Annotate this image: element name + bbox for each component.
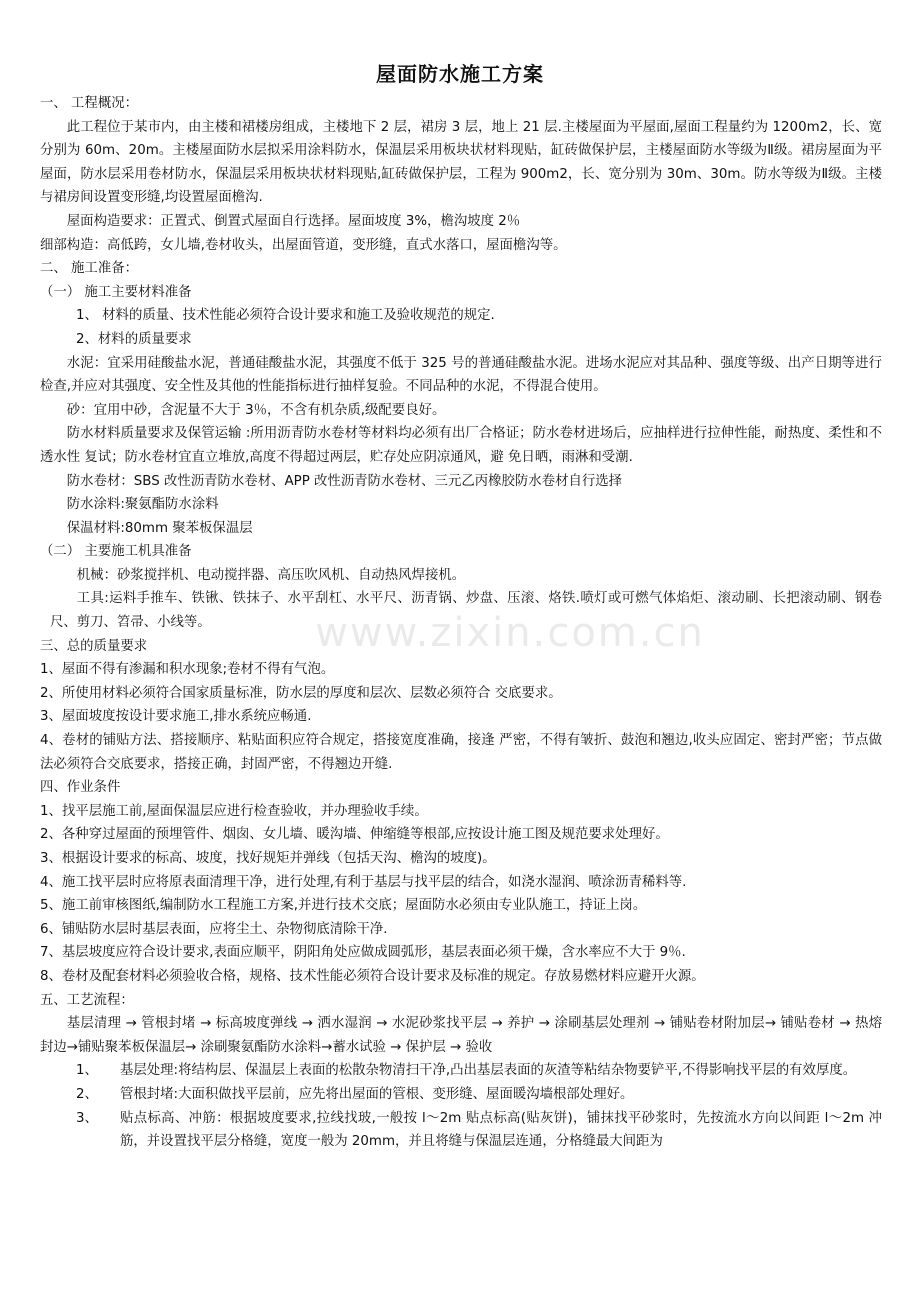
paragraph-overview: 此工程位于某市内，由主楼和裙楼房组成，主楼地下 2 层，裙房 3 层，地上 21 层.主楼屋面为平屋面,屋面工程量约为 1200m2，长、宽分别为 60m、20m。主楼屋面防水层拟采用涂料防水，保温层采用板块状材料现贴，缸砖做保护层，主楼屋面防水等级为Ⅱ级。裙房屋面为平屋面，防水层采用卷材防水，保温层采用板块状材料现贴,缸砖做保护层，工程为 900m2，长、宽分别为 30m、30m。防水等级为Ⅱ级。主楼与裙房间设置变形缝,均设置屋面檐沟.	[40, 119, 882, 206]
section-heading-process: 五、工艺流程：	[40, 992, 134, 1008]
paragraph-insulation: 保温材料:80mm 聚苯板保温层	[66, 520, 253, 536]
paragraph-sand: 砂：宜用中砂，含泥量不大于 3％，不含有机杂质,级配要良好。	[66, 402, 446, 418]
section-heading-conditions: 四、作业条件	[40, 780, 121, 796]
process-step	[40, 1059, 882, 1083]
subsection-heading-tools: （二） 主要施工机具准备	[40, 544, 192, 560]
list-item-condition-5: 5、施工前审核图纸,编制防水工程施工方案,并进行技术交底；屋面防水必须由专业队施工，持证上岗。	[40, 898, 647, 914]
step-number: 1、	[76, 1063, 98, 1079]
list-item-quality-4: 4、卷材的铺贴方法、搭接顺序、粘贴面积应符合规定，搭接宽度准确，接逢 严密，不得有皱折、鼓泡和翘边,收头应固定、密封严密；节点做法必须符合交底要求，搭接正确，封固严密，不得翘边开缝.	[40, 733, 882, 772]
paragraph-roof-requirements: 屋面构造要求：正置式、倒置式屋面自行选择。屋面坡度 3%，檐沟坡度 2％	[66, 213, 521, 229]
paragraph-coating: 防水涂料:聚氨酯防水涂料	[66, 497, 219, 513]
list-item-quality-1: 1、屋面不得有渗漏和积水现象;卷材不得有气泡。	[40, 662, 335, 678]
step-text: 贴点标高、冲筋：根据坡度要求,拉线找玻,一般按 l～2m 贴点标高(贴灰饼)，铺抹找平砂浆时，先按流水方向以间距 l～2m 冲筋，并设置找平层分格缝，宽度一般为 20mm，并且将缝与保温层连通，分格缝最大间距为	[120, 1110, 882, 1150]
subsection-heading-materials: （一） 施工主要材料准备	[40, 284, 192, 300]
process-step	[40, 1083, 882, 1107]
step-text: 基层处理:将结构层、保温层上表面的松散杂物清扫干净,凸出基层表面的灰渣等粘结杂物要铲平,不得影响找平层的有效厚度。	[120, 1063, 857, 1079]
list-item-material-1: 1、 材料的质量、技术性能必须符合设计要求和施工及验收规范的规定.	[76, 308, 495, 324]
paragraph-machinery: 机械：砂浆搅拌机、电动搅拌器、高压吹风机、自动热风焊接机。	[76, 567, 466, 583]
list-item-condition-2: 2、各种穿过屋面的预埋管件、烟囱、女儿墙、暖沟墙、伸缩缝等根部,应按设计施工图及规范要求处理好。	[40, 827, 669, 843]
page-title: 屋面防水施工方案	[376, 62, 544, 86]
list-item-condition-1: 1、找平层施工前,屋面保温层应进行检查验收，并办理验收手续。	[40, 803, 428, 819]
step-text: 管根封堵:大面积做找平层前，应先将出屋面的管根、变形缝、屋面暖沟墙根部处理好。	[120, 1086, 634, 1102]
watermark: www.zixin.com.cn	[315, 610, 705, 656]
list-item-condition-7: 7、基层坡度应符合设计要求,表面应顺平，阴阳角处应做成圆弧形，基层表面必须干燥，含水率应不大于 9％.	[40, 945, 686, 961]
section-heading-quality: 三、总的质量要求	[40, 638, 148, 654]
document-body	[40, 92, 882, 1154]
section-heading-preparation: 二、 施工准备：	[40, 261, 138, 277]
process-step	[40, 1107, 882, 1154]
list-item-condition-6: 6、铺贴防水层时基层表面，应将尘土、杂物彻底清除干净.	[40, 921, 388, 937]
list-item-condition-4: 4、施工找平层时应将原表面清理干净，进行处理,有利于基层与找平层的结合，如浇水湿润、喷涂沥青稀料等.	[40, 874, 687, 890]
paragraph-tools: 工具:运料手推车、铁锹、铁抹子、水平刮杠、水平尺、沥青锅、炒盘、压滚、烙铁.喷灯或可燃气体焰炬、滚动刷、长把滚动刷、钢卷尺、剪刀、笤帚、小线等。	[50, 591, 882, 631]
paragraph-cement: 水泥：宜采用硅酸盐水泥，普通硅酸盐水泥，其强度不低于 325 号的普通硅酸盐水泥。进场水泥应对其品种、强度等级、出产日期等进行检查,并应对其强度、安全性及其他的性能指标进行抽样复验。不同品种的水泥，不得混合使用。	[40, 355, 882, 395]
paragraph-detail-structure: 细部构造：高低跨，女儿墙,卷材收头，出屋面管道，变形缝，直式水落口，屋面檐沟等。	[40, 237, 567, 253]
section-heading-overview: 一、 工程概况：	[40, 96, 138, 111]
step-number: 3、	[76, 1110, 98, 1126]
list-item-quality-3: 3、屋面坡度按设计要求施工,排水系统应畅通.	[40, 709, 312, 725]
list-item-condition-3: 3、根据设计要求的标高、坡度，找好规矩并弹线（包括天沟、檐沟的坡度)。	[40, 851, 496, 866]
paragraph-waterproof-material: 防水材料质量要求及保管运输 :所用沥青防水卷材等材料均必须有出厂合格证；防水卷材进场后，应抽样进行拉伸性能，耐热度、柔性和不透水性 复试；防水卷材宜直立堆放,高度不得超过两层，贮存处应阴凉通风，避 免日晒，雨淋和受潮.	[40, 426, 882, 465]
list-item-material-2: 2、材料的质量要求	[76, 331, 192, 347]
paragraph-process-flow: 基层清理 → 管根封堵 → 标高坡度弹线 → 洒水湿润 → 水泥砂浆找平层 → 养护 → 涂刷基层处理剂 → 铺贴卷材附加层→ 铺贴卷材 → 热熔封边→铺贴聚苯板保温层→ 涂刷聚氨酯防水涂料→蓄水试验 → 保护层 → 验收	[40, 1016, 882, 1055]
step-number: 2、	[76, 1086, 98, 1102]
list-item-condition-8: 8、卷材及配套材料必须验收合格，规格、技术性能必须符合设计要求及标准的规定。存放易燃材料应避开火源。	[40, 968, 705, 984]
paragraph-membrane: 防水卷材：SBS 改性沥青防水卷材、APP 改性沥青防水卷材、三元乙丙橡胶防水卷材自行选择	[66, 473, 623, 489]
list-item-quality-2: 2、所使用材料必须符合国家质量标准，防水层的厚度和层次、层数必须符合 交底要求。	[40, 685, 562, 701]
